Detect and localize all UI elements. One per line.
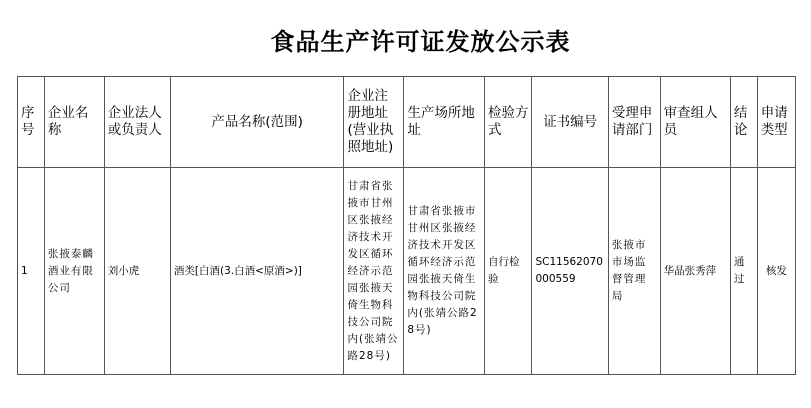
cell-legal-person: 刘小虎 xyxy=(104,168,170,375)
header-registered-address: 企业注册地址(营业执照地址) xyxy=(344,77,404,168)
header-application-type: 申请类型 xyxy=(757,77,795,168)
header-row xyxy=(18,77,796,168)
header-product: 产品名称(范围) xyxy=(170,77,344,168)
cell-production-address: 甘肃省张掖市甘州区张掖经济技术开发区循环经济示范园张掖天倚生物科技公司院内(张靖公路28号) xyxy=(404,168,485,375)
cell-accepting-dept: 张掖市市场监督管理局 xyxy=(608,168,660,375)
cell-certificate-no: SC11562070000559 xyxy=(532,168,608,375)
page-title: 食品生产许可证发放公示表 xyxy=(270,27,571,56)
cell-application-type: 核发 xyxy=(757,168,795,375)
header-inspection: 检验方式 xyxy=(484,77,532,168)
cell-inspection: 自行检验 xyxy=(484,168,532,375)
cell-reviewers: 华晶张秀萍 xyxy=(660,168,730,375)
header-reviewers: 审查组人员 xyxy=(660,77,730,168)
cell-conclusion: 通过 xyxy=(730,168,757,375)
permit-table xyxy=(17,76,796,375)
header-company: 企业名称 xyxy=(44,77,104,168)
header-certificate-no: 证书编号 xyxy=(532,77,608,168)
cell-registered-address: 甘肃省张掖市甘州区张掖经济技术开发区循环经济示范园张掖天倚生物科技公司院内(张靖公路28号) xyxy=(344,168,404,375)
table-row xyxy=(18,168,796,375)
header-accepting-dept: 受理申请部门 xyxy=(608,77,660,168)
cell-seq: 1 xyxy=(18,168,45,375)
header-seq: 序号 xyxy=(18,77,45,168)
header-conclusion: 结论 xyxy=(730,77,757,168)
header-legal-person: 企业法人或负责人 xyxy=(104,77,170,168)
header-production-address: 生产场所地址 xyxy=(404,77,485,168)
cell-product: 酒类[白酒(3.白酒<原酒>)] xyxy=(170,168,344,375)
cell-company: 张掖泰麟酒业有限公司 xyxy=(44,168,104,375)
